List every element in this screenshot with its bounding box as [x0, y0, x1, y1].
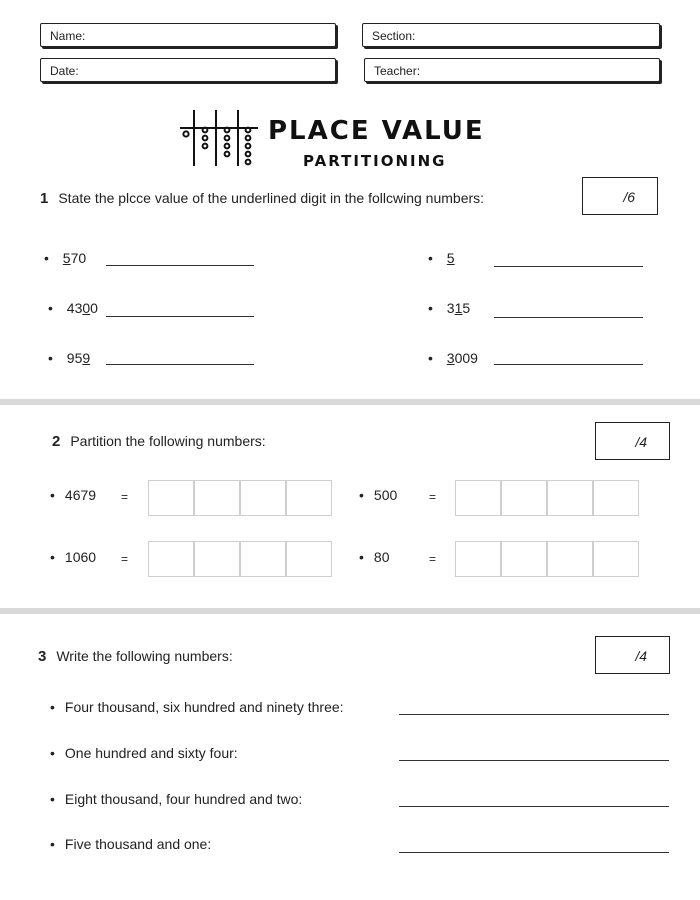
q1-item: • 570 — [44, 250, 86, 266]
partition-boxes[interactable] — [455, 541, 639, 577]
q1-answer-line[interactable] — [106, 316, 254, 317]
q1-answer-line[interactable] — [106, 265, 254, 266]
q1-score-box — [582, 177, 658, 215]
title-block — [178, 106, 518, 170]
partition-box[interactable] — [240, 480, 286, 516]
q1-answer-line[interactable] — [494, 364, 643, 365]
q3-answer-line[interactable] — [399, 760, 669, 761]
equals-sign: = — [429, 552, 437, 566]
q2-item: • 500 — [359, 487, 397, 503]
q1-item: • 3009 — [428, 350, 478, 366]
partition-box[interactable] — [240, 541, 286, 577]
section-divider — [0, 608, 700, 614]
q2-score: /4 — [635, 434, 647, 450]
place-value-chart-icon — [178, 106, 264, 170]
q1-item: • 315 — [428, 300, 470, 316]
partition-box[interactable] — [286, 480, 332, 516]
partition-box[interactable] — [593, 480, 639, 516]
q3-item: • Eight thousand, four hundred and two: — [50, 791, 302, 807]
teacher-field[interactable] — [364, 58, 660, 82]
partition-box[interactable] — [593, 541, 639, 577]
equals-sign: = — [429, 490, 437, 504]
partition-box[interactable] — [194, 480, 240, 516]
section-label: Section: — [372, 29, 416, 43]
q1-item: • 959 — [48, 350, 90, 366]
q2-title — [52, 433, 266, 450]
q3-answer-line[interactable] — [399, 714, 669, 715]
q2-number: 2 — [52, 433, 61, 450]
date-label: Date: — [50, 64, 79, 78]
partition-box[interactable] — [286, 541, 332, 577]
q3-title — [38, 648, 233, 665]
q2-item: • 1060 — [50, 549, 96, 565]
equals-sign: = — [121, 490, 129, 504]
q3-number: 3 — [38, 648, 47, 665]
page-title: PLACE VALUE — [268, 116, 485, 146]
q3-item: • Five thousand and one: — [50, 836, 211, 852]
q2-item: • 4679 — [50, 487, 96, 503]
q3-score-box — [595, 636, 670, 674]
partition-box[interactable] — [455, 541, 501, 577]
q3-item: • Four thousand, six hundred and ninety three: — [50, 699, 344, 715]
name-field[interactable] — [40, 23, 336, 47]
partition-box[interactable] — [547, 480, 593, 516]
q3-prompt: Write the following numbers: — [56, 648, 233, 664]
q3-answer-line[interactable] — [399, 806, 669, 807]
partition-box[interactable] — [547, 541, 593, 577]
q2-prompt: Partition the following numbers: — [70, 433, 266, 449]
teacher-label: Teacher: — [374, 64, 421, 78]
date-field[interactable] — [40, 58, 336, 82]
partition-box[interactable] — [194, 541, 240, 577]
q1-title — [40, 190, 484, 207]
q1-number: 1 — [40, 190, 49, 207]
partition-box[interactable] — [501, 541, 547, 577]
q1-answer-line[interactable] — [494, 266, 643, 267]
q1-item: • 5 — [428, 250, 455, 266]
partition-boxes[interactable] — [455, 480, 639, 516]
q2-item: • 80 — [359, 549, 389, 565]
q3-item: • One hundred and sixty four: — [50, 745, 238, 761]
q1-answer-line[interactable] — [494, 317, 643, 318]
section-divider — [0, 399, 700, 405]
partition-boxes[interactable] — [148, 480, 332, 516]
q1-prompt: State the plcce value of the underlined digit in the follcwing numbers: — [58, 190, 485, 206]
page-subtitle: PARTITIONING — [303, 152, 447, 170]
partition-box[interactable] — [455, 480, 501, 516]
name-label: Name: — [50, 29, 86, 43]
partition-box[interactable] — [148, 541, 194, 577]
q1-score: /6 — [623, 189, 635, 205]
q2-score-box — [595, 422, 670, 460]
q3-answer-line[interactable] — [399, 852, 669, 853]
q3-score: /4 — [635, 648, 647, 664]
section-field[interactable] — [362, 23, 660, 47]
q1-item: • 4300 — [48, 300, 98, 316]
partition-boxes[interactable] — [148, 541, 332, 577]
q1-answer-line[interactable] — [106, 364, 254, 365]
partition-box[interactable] — [148, 480, 194, 516]
equals-sign: = — [121, 552, 129, 566]
partition-box[interactable] — [501, 480, 547, 516]
